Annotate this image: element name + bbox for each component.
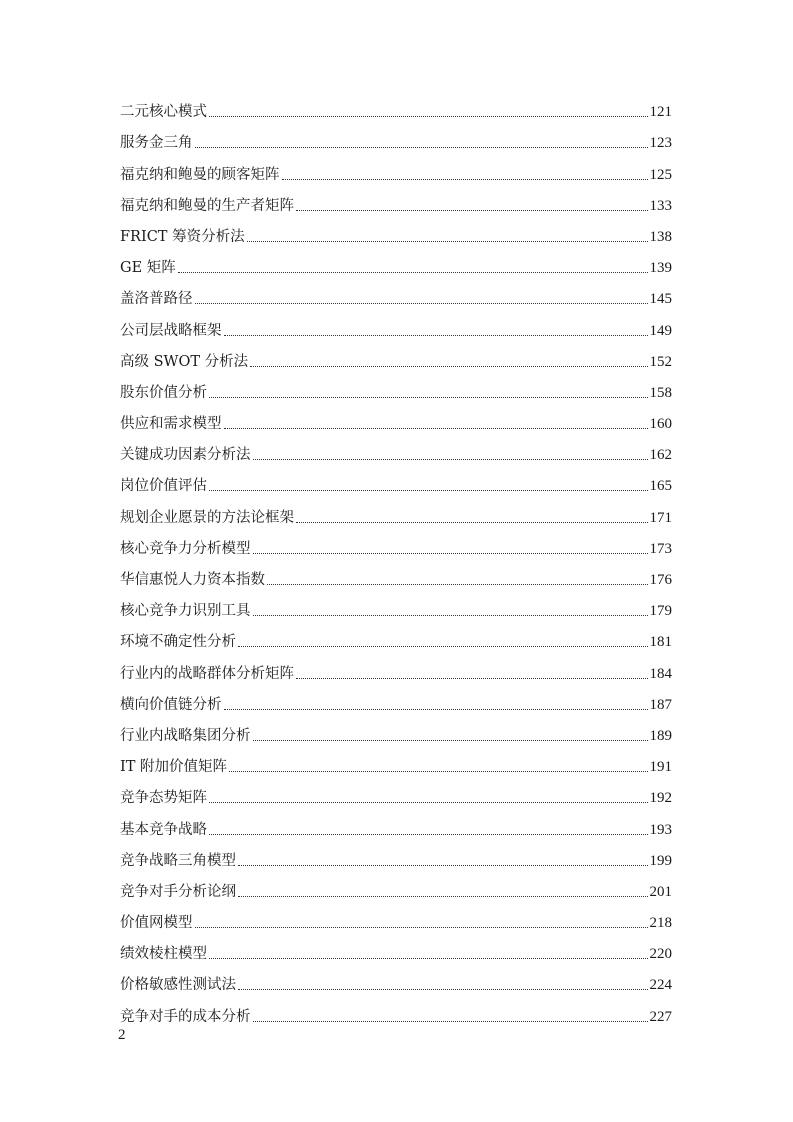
toc-dot-leader xyxy=(267,584,648,585)
toc-entry-page: 191 xyxy=(649,759,672,776)
toc-entry[interactable] xyxy=(120,277,672,308)
toc-entry-page: 227 xyxy=(649,1008,672,1025)
toc-dot-leader xyxy=(195,927,648,928)
toc-entry-page: 173 xyxy=(649,540,672,557)
toc-dot-leader xyxy=(296,678,648,679)
toc-entry-page: 184 xyxy=(649,665,672,682)
toc-entry-title: 规划企业愿景的方法论框架 xyxy=(120,509,294,526)
toc-dot-leader xyxy=(296,210,648,211)
toc-entry[interactable] xyxy=(120,651,672,682)
toc-entry-page: 149 xyxy=(649,322,672,339)
toc-dot-leader xyxy=(229,771,647,772)
toc-entry[interactable] xyxy=(120,932,672,963)
toc-dot-leader xyxy=(209,397,648,398)
toc-dot-leader xyxy=(238,646,648,647)
toc-entry-page: 220 xyxy=(649,946,672,963)
toc-entry[interactable] xyxy=(120,90,672,121)
toc-entry-title: 公司层战略框架 xyxy=(120,322,222,339)
toc-entry-title: 核心竞争力识别工具 xyxy=(120,603,251,620)
toc-entry-page: 192 xyxy=(649,790,672,807)
toc-entry-page: 171 xyxy=(649,509,672,526)
toc-dot-leader xyxy=(209,490,648,491)
toc-entry[interactable] xyxy=(120,371,672,402)
toc-entry-page: 224 xyxy=(649,977,672,994)
toc-dot-leader xyxy=(209,116,648,117)
toc-dot-leader xyxy=(253,1021,648,1022)
toc-entry-title: 横向价值链分析 xyxy=(120,696,222,713)
toc-dot-leader xyxy=(250,366,647,367)
toc-entry[interactable] xyxy=(120,870,672,901)
toc-entry-title: 基本竞争战略 xyxy=(120,821,207,838)
toc-entry-page: 139 xyxy=(649,260,672,277)
toc-entry-title: 福克纳和鲍曼的顾客矩阵 xyxy=(120,166,280,183)
toc-entry-title: 高级 SWOT 分析法 xyxy=(120,353,249,370)
toc-entry-title: 核心竞争力分析模型 xyxy=(120,540,251,557)
toc-entry[interactable] xyxy=(120,620,672,651)
toc-entry-page: 133 xyxy=(649,197,672,214)
toc-dot-leader xyxy=(238,865,648,866)
toc-entry[interactable] xyxy=(120,433,672,464)
toc-entry-page: 121 xyxy=(649,104,672,121)
toc-entry-title: 岗位价值评估 xyxy=(120,478,207,495)
toc-entry-page: 187 xyxy=(649,696,672,713)
toc-entry[interactable] xyxy=(120,402,672,433)
toc-entry-title: 华信惠悦人力资本指数 xyxy=(120,572,265,588)
toc-entry[interactable] xyxy=(120,776,672,807)
toc-entry-title: 价值网模型 xyxy=(120,915,193,932)
toc-entry[interactable] xyxy=(120,901,672,932)
toc-entry-page: 189 xyxy=(649,727,672,744)
toc-entry-page: 162 xyxy=(649,447,672,464)
toc-dot-leader xyxy=(238,896,648,897)
toc-entry-title: 盖洛普路径 xyxy=(120,291,193,308)
toc-entry-page: 165 xyxy=(649,478,672,495)
toc-entry-page: 179 xyxy=(649,603,672,620)
toc-dot-leader xyxy=(195,147,648,148)
toc-dot-leader xyxy=(247,241,648,242)
toc-dot-leader xyxy=(253,459,648,460)
page-number: 2 xyxy=(118,1027,126,1043)
toc-entry[interactable] xyxy=(120,215,672,246)
toc-entry-page: 193 xyxy=(649,821,672,838)
toc-entry[interactable] xyxy=(120,683,672,714)
toc-entry[interactable] xyxy=(120,714,672,745)
toc-entry-page: 152 xyxy=(649,353,672,370)
toc-entry[interactable] xyxy=(120,994,672,1025)
toc-entry[interactable] xyxy=(120,589,672,620)
toc-entry-title: 价格敏感性测试法 xyxy=(120,977,236,994)
toc-entry-title: 竞争态势矩阵 xyxy=(120,790,207,807)
toc-entry[interactable] xyxy=(120,184,672,215)
table-of-contents xyxy=(120,90,672,1026)
toc-entry-page: 138 xyxy=(649,228,672,245)
toc-entry[interactable] xyxy=(120,558,672,589)
toc-entry-title: 行业内战略集团分析 xyxy=(120,727,251,744)
toc-entry[interactable] xyxy=(120,464,672,495)
toc-entry-page: 176 xyxy=(649,572,672,588)
toc-dot-leader xyxy=(224,709,648,710)
toc-entry-title: 竞争对手分析论纲 xyxy=(120,883,236,900)
toc-dot-leader xyxy=(209,802,648,803)
toc-dot-leader xyxy=(253,553,648,554)
toc-entry-page: 218 xyxy=(649,915,672,932)
toc-entry-title: 服务金三角 xyxy=(120,135,193,152)
toc-dot-leader xyxy=(224,428,648,429)
toc-entry[interactable] xyxy=(120,121,672,152)
toc-dot-leader xyxy=(282,179,648,180)
toc-dot-leader xyxy=(209,958,648,959)
toc-entry-page: 160 xyxy=(649,416,672,433)
toc-entry[interactable] xyxy=(120,340,672,371)
toc-entry-page: 181 xyxy=(649,634,672,651)
toc-entry-title: 环境不确定性分析 xyxy=(120,634,236,651)
toc-entry-title: FRICT 筹资分析法 xyxy=(120,228,245,245)
toc-entry[interactable] xyxy=(120,527,672,558)
toc-entry[interactable] xyxy=(120,308,672,339)
toc-entry-title: 竞争战略三角模型 xyxy=(120,852,236,869)
toc-dot-leader xyxy=(178,272,648,273)
toc-dot-leader xyxy=(253,740,648,741)
toc-dot-leader xyxy=(238,989,648,990)
toc-entry[interactable] xyxy=(120,246,672,277)
toc-entry-title: 股东价值分析 xyxy=(120,384,207,401)
toc-dot-leader xyxy=(296,522,648,523)
toc-entry[interactable] xyxy=(120,807,672,838)
toc-entry-title: 关键成功因素分析法 xyxy=(120,447,251,464)
toc-entry[interactable] xyxy=(120,495,672,526)
toc-entry-title: IT 附加价值矩阵 xyxy=(120,759,228,776)
toc-entry-page: 145 xyxy=(649,291,672,308)
toc-entry-page: 125 xyxy=(649,166,672,183)
toc-entry-page: 201 xyxy=(649,883,672,900)
toc-entry-page: 123 xyxy=(649,135,672,152)
toc-dot-leader xyxy=(209,834,648,835)
toc-entry-title: GE 矩阵 xyxy=(120,260,176,277)
toc-entry[interactable] xyxy=(120,839,672,870)
toc-entry-page: 158 xyxy=(649,384,672,401)
toc-entry[interactable] xyxy=(120,745,672,776)
toc-dot-leader xyxy=(195,303,648,304)
toc-entry-title: 行业内的战略群体分析矩阵 xyxy=(120,665,294,682)
toc-entry[interactable] xyxy=(120,152,672,183)
toc-dot-leader xyxy=(224,335,648,336)
toc-entry-title: 二元核心模式 xyxy=(120,104,207,121)
toc-entry-title: 竞争对手的成本分析 xyxy=(120,1008,251,1025)
toc-entry-title: 福克纳和鲍曼的生产者矩阵 xyxy=(120,197,294,214)
toc-entry-title: 供应和需求模型 xyxy=(120,416,222,433)
toc-entry[interactable] xyxy=(120,963,672,994)
toc-dot-leader xyxy=(253,615,648,616)
toc-entry-page: 199 xyxy=(649,852,672,869)
toc-entry-title: 绩效棱柱模型 xyxy=(120,946,207,963)
